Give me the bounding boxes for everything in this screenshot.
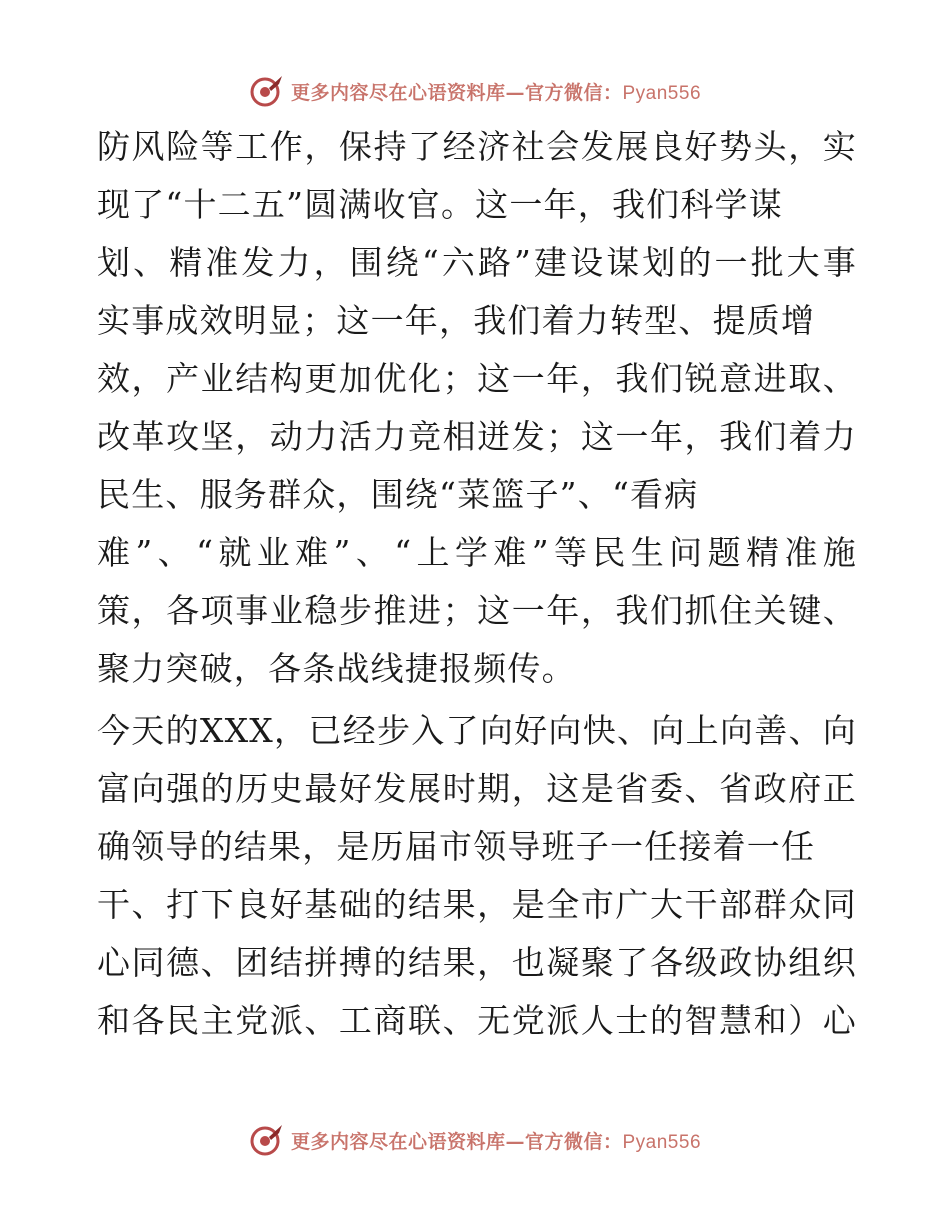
footer-banner <box>0 1120 950 1160</box>
text-line: 富向强的历史最好发展时期，这是省委、省政府正 <box>97 769 857 808</box>
text-line: 心同德、团结拼搏的结果，也凝聚了各级政协组织 <box>97 943 857 982</box>
text-line: 效，产业结构更加优化；这一年，我们锐意进取、 <box>97 359 857 398</box>
text-line: 改革攻坚，动力活力竞相迸发；这一年，我们着力 <box>97 417 857 456</box>
text-line: 确领导的结果，是历届市领导班子一任接着一任 <box>97 827 816 866</box>
text-line: 实事成效明显；这一年，我们着力转型、提质增 <box>97 301 816 340</box>
quill-logo-icon <box>249 1122 285 1158</box>
text-line: 聚力突破，各条战线捷报频传。 <box>97 649 576 688</box>
header-banner <box>0 71 950 111</box>
paragraph-2 <box>97 702 857 1050</box>
document-body <box>97 118 857 1050</box>
text-line: 和各民主党派、工商联、无党派人士的智慧和）心 <box>97 1001 857 1040</box>
text-line: 干、打下良好基础的结果，是全市广大干部群众同 <box>97 885 857 924</box>
text-line: 策，各项事业稳步推进；这一年，我们抓住关键、 <box>97 591 857 630</box>
text-line: 今天的XXX，已经步入了向好向快、向上向善、向 <box>97 711 857 750</box>
text-line: 划、精准发力，围绕“六路”建设谋划的一批大事 <box>97 243 857 282</box>
banner-text: 更多内容尽在心语资料库—官方微信：Pyan556 <box>290 81 702 104</box>
text-line: 现了“十二五”圆满收官。这一年，我们科学谋 <box>97 185 783 224</box>
paragraph-1 <box>97 118 857 698</box>
text-line: 防风险等工作，保持了经济社会发展良好势头，实 <box>97 127 857 166</box>
banner-text: 更多内容尽在心语资料库—官方微信：Pyan556 <box>290 1130 702 1153</box>
quill-logo-icon <box>249 73 285 109</box>
text-line: 民生、服务群众，围绕“菜篮子”、“看病 <box>97 475 699 514</box>
text-line: 难”、“就业难”、“上学难”等民生问题精准施 <box>97 533 857 572</box>
